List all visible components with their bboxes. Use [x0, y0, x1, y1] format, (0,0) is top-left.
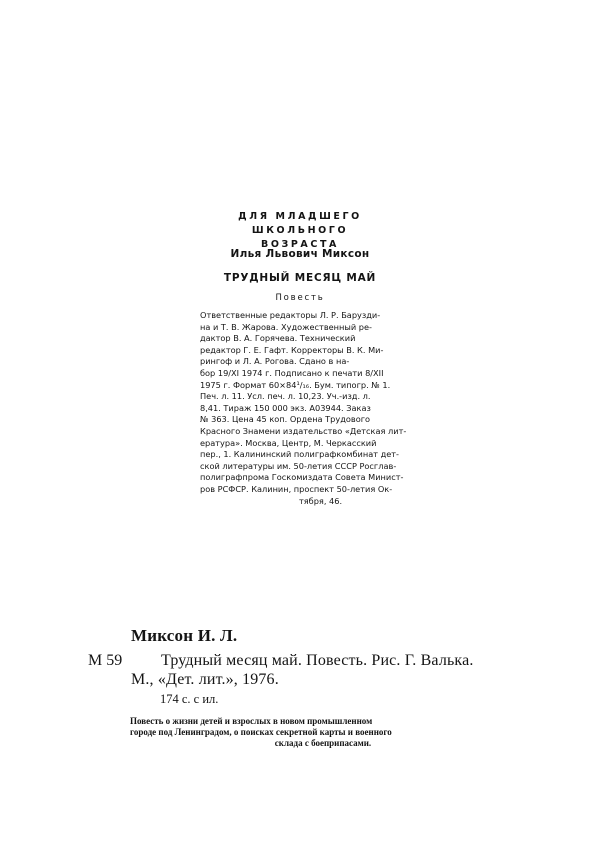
imprint-line: Красного Знамени издательство «Детская лит-: [200, 425, 407, 436]
annotation-line: Повесть о жизни детей и взрослых в новом промышленном: [130, 716, 373, 726]
catalog-pages: 174 с. с ил.: [160, 692, 219, 706]
imprint-line: ература». Москва, Центр, М. Черкасский: [200, 437, 377, 448]
book-title: ТРУДНЫЙ МЕСЯЦ МАЙ: [223, 272, 377, 284]
annotation-line: городе под Ленинградом, о поисках секретной карты и военного: [130, 727, 392, 737]
imprint-line: полиграфпрома Госкомиздата Совета Минист-: [200, 472, 404, 483]
catalog-description-line-2: М., «Дет. лит.», 1976.: [131, 671, 279, 688]
catalog-call-number: М 59: [88, 652, 123, 669]
imprint-line: рингоф и Л. А. Рогова. Сдано в на-: [200, 356, 350, 367]
author-name: Илья Львович Миксон: [230, 248, 370, 260]
imprint-line: 8,41. Тираж 150 000 экз. А03944. Заказ: [200, 402, 371, 413]
imprint-line: редактор Г. Е. Гафт. Корректоры В. К. Ми-: [200, 344, 384, 355]
genre-label: Повесть: [275, 293, 325, 303]
imprint-line: ской литературы им. 50-летия СССР Росглав-: [200, 460, 397, 471]
imprint-line: бор 19/XI 1974 г. Подписано к печати 8/XII: [200, 367, 384, 378]
imprint-line: пер., 1. Калининский полиграфкомбинат дет-: [200, 449, 400, 460]
imprint-line: на и Т. В. Жарова. Художественный ре-: [200, 321, 372, 332]
series-line-1: ДЛЯ МЛАДШЕГО ШКОЛЬНОГО: [238, 211, 362, 236]
imprint-line: тября, 46.: [298, 495, 343, 506]
catalog-annotation: [130, 716, 516, 749]
series-line-2: ВОЗРАСТА: [261, 239, 339, 250]
imprint-line: ров РСФСР. Калинин, проспект 50-летия Ок-: [200, 483, 393, 494]
series-heading: [200, 210, 400, 252]
catalog-description-line-1: Трудный месяц май. Повесть. Рис. Г. Валька.: [161, 652, 474, 669]
imprint-line: Печ. л. 11. Усл. печ. л. 10,23. Уч.-изд. л.: [200, 391, 371, 402]
imprint-line: № 363. Цена 45 коп. Ордена Трудового: [200, 414, 371, 425]
imprint-line: Ответственные редакторы Л. Р. Барузди-: [200, 310, 381, 320]
annotation-line: склада с боеприпасами.: [274, 738, 372, 748]
imprint-line: 1975 г. Формат 60×84¹/₁₆. Бум. типогр. № 1.: [200, 379, 391, 390]
imprint-line: дактор В. А. Горячева. Технический: [200, 333, 356, 344]
catalog-author-heading: Миксон И. Л.: [131, 626, 238, 645]
imprint-block: [200, 310, 441, 507]
